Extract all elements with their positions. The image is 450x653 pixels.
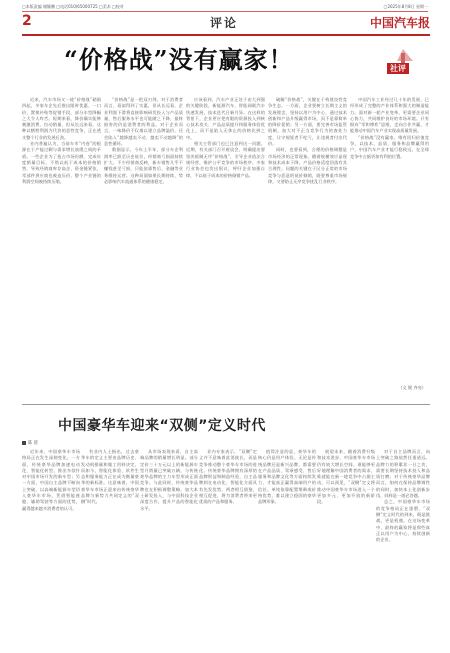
author-name: 陈 晨 (28, 441, 38, 446)
paragraph: 业内普遍认为，当前车市“内卷”的根源在于产能过剩与需求增长放缓之间的矛盾。一些企业为了抢占市场份额、完成年度销量目标，不惜以低于成本的价格销售，导致经销商库存高企、资金链紧张，零部件供应商也被迫压价，整个产业链的利润空间被持续压缩。 (22, 141, 101, 184)
byline-square-icon (22, 441, 26, 445)
page-header (22, 12, 430, 34)
article2-column (199, 449, 257, 645)
paragraph: “价格战”没有赢家。唯有回归价值竞争，以技术、品质、服务和品牌赢得用户，中国汽车产业才能行稳致远，在全球竞争中占据更加有利的位置。 (350, 134, 429, 159)
paragraph: 对于自主品牌而言，向上突破之路依然任重道远。品牌力的积累非一日之功，需要长期坚持技术投入和品质打磨。对于传统豪华品牌而言，如何在保持品牌调性的同时，加快本土化创新步伐，同样是一道必答题。 (376, 449, 430, 499)
editor-info: □本版责编 谢颖鹏 □电话010)65000725 □美术 □校对 (22, 4, 124, 9)
paragraph: “价格战”是一把双刃剑。对于消费者而言，看似得到了实惠，但从长远看，企业利润下滑将直接影响研发投入与产品质量，售后服务水平也可能随之下降，最终损害的仍是消费者的利益。对于企业而言，一味降价不仅难以建立品牌溢价，还会陷入“越降越卖不动、越卖不动越降”的恶性循环。 (104, 97, 183, 147)
article2-column (22, 449, 80, 645)
article1-body (22, 97, 430, 397)
column-logo-text: 社评 (387, 63, 409, 74)
section-title: 评论 (210, 16, 239, 30)
paragraph: 相关主管部门也已注意到这一问题。近期，有关部门召开座谈会，明确提出要坚决抵制无序“价格战”，引导企业依法合规经营，维护公平竞争的市场秩序。多家行业协会也发出倡议，呼吁企业加强自律，不以低于成本的价格倾销产品。 (186, 141, 265, 178)
article-divider (22, 404, 430, 405)
article1-column (268, 97, 347, 397)
paragraph: 数据显示，今年上半年，部分车企利润率已跌至历史低位，经销商亏损面持续扩大。不少经销商反映，新车销售几乎不赚钱甚至亏损，只能依靠售后、金融等业务维持运营。这种局面如果长期持续，势必影响汽车流通体系的健康稳定。 (104, 147, 183, 184)
article1-column (22, 97, 101, 397)
header-rule (22, 34, 430, 36)
article1-column (186, 97, 265, 397)
article2-column (258, 449, 316, 645)
paragraph: 中国汽车工业经过几十年的发展，已经形成了完整的产业体系和强大的制造能力。面对新一轮产业变革，更需要企业同心协力，共同维护良好的市场环境。只有摒弃“零和博弈”思维，走向合作共赢，才能推动中国汽车产业实现高质量发展。 (350, 97, 429, 134)
top-info-bar (0, 0, 450, 12)
page-number: 2 (22, 13, 32, 29)
paragraph: 应该看到，汽车产业正处于由大到强的关键阶段，新能源汽车、智能网联汽车快速发展，技术迭代日新月异。在这样的背景下，企业更应把有限的资源投入到核心技术攻关、产品品质提升和服务体验优化上，而不是陷入无休止的价格比拼之中。 (186, 97, 265, 140)
article2-column (81, 449, 139, 645)
paragraph: 从市场表现来看，自主高端品牌的销量增长明显。部分定价三十万元以上的新能源车型月销量已突破万辆，与传统豪华品牌的主力车型形成正面竞争。与此同时，传统豪华品牌也在积极调整策略，加大本土研发投入，与中国科技企业深度合作，提升产品的智能化水平。 (140, 449, 198, 511)
paragraph: 近来，汽车市场又一轮“价格战”硝烟四起，多家车企先后推出限时优惠、一口价、置换补贴等促销手段，部分车型降幅之大令人咋舌。短期来看，降价确实能够刺激消费、拉动销量，但从长远来看，这种以牺牲利润为代价的恶性竞争，正在透支整个行业的发展后劲。 (22, 97, 101, 140)
column-logo (383, 47, 423, 77)
article2-column (376, 449, 430, 645)
article1-signature: （文 媛 齐亮） (398, 385, 426, 390)
article2-column (317, 449, 375, 645)
paragraph: 近年来，中国豪华车市场格局正在发生深刻变化。一方面，传统豪华品牌加速电动化、智能化转型，推出多款针对中国市场开发的新车型；另一方面，中国自主品牌不断向上突破，以高端新能源车型切入豪华车市场，凭借智能座舱、辅助驾驶等方面的优势，赢得越来越多消费者的认可。 (22, 449, 80, 511)
paragraph: 有业内人士指出，过去豪华车的定义主要由品牌历史、发动机排量和做工用料决定，而如今，智能化体验、软件生态和服务能力正在成为衡量豪华的新标准。这意味着，中国豪华车市场正迎来由传统豪华品牌与新势力共同定义的“双侧”时代。 (81, 449, 139, 505)
masthead-logo: 中国汽车报 (369, 16, 430, 30)
article2-body (22, 449, 430, 645)
paragraph: 同时，也要看到，合理的价格调整是市场经济的正常现象。随着规模效应显现和技术成本下降，产品价格适度回落有其合理性。问题的关键在于区分正常的市场竞争与恶意的低价倾销，既要尊重市场规律，又要防止无序竞争扰乱行业秩序。 (268, 147, 347, 184)
article1-column (350, 97, 429, 377)
paragraph: 破解“价格战”，关键在于构建良性竞争生态。一方面，企业要树立长期主义的发展理念，坚持以用户为中心，通过技术创新和产品升级赢得市场，而不是靠简单的降价促销；另一方面，要完善市场监管机制，加大对不正当竞争行为的查处力度，让守规矩者不吃亏，让违规者付出代价。 (268, 97, 347, 147)
article1-headline: “价格战”没有赢家！ (64, 45, 294, 74)
article1-column (104, 97, 183, 397)
issue-date: □2025年8月8日 星期一 (383, 4, 428, 9)
paragraph: 业内专家表示，“双侧”定义并不意味着此消彼长，而是竞争推动整个豪华车市场的进化。传统豪华品牌拥有深厚的品牌积淀和制造经验，自主品牌则在电动化、智能化方面具有先发优势，两者相互借鉴、相互促进，将为消费者带来更优质的产品和服务。 (199, 449, 257, 505)
paragraph: 值得注意的是，豪华车的核心仍是用户体验。无论是传统品牌还是新兴品牌，都需要在产品品质、驾乘感受、售后服务和品牌文化等方面持续发力，才能真正赢得高端用户的信任。单纯依靠配置堆砌或价格优势，难以建立稳固的豪华品牌形象。 (258, 449, 316, 505)
paragraph: 总之，中国豪华车市场的竞争格局正在重塑，“双侧”定义时代的到来，既是挑战，更是机遇。在这场变革中，最终的赢家将是那些真正以用户为中心、持续创新的企业。 (376, 499, 430, 543)
article2-column (140, 449, 198, 645)
paragraph: 展望未来，随着消费升级和技术进步，中国豪华车市场仍有较大增长空间。谁能够更好地理解中国消费者的需求，谁就能在新一轮竞争中占据主动。可以预见，“双侧”定义将推动中国豪华车市场进入一个更加多元、更加开放的新阶段。 (317, 449, 375, 505)
article2-byline (22, 440, 38, 446)
article2-headline: 中国豪华车迎来“双侧”定义时代 (58, 418, 266, 434)
